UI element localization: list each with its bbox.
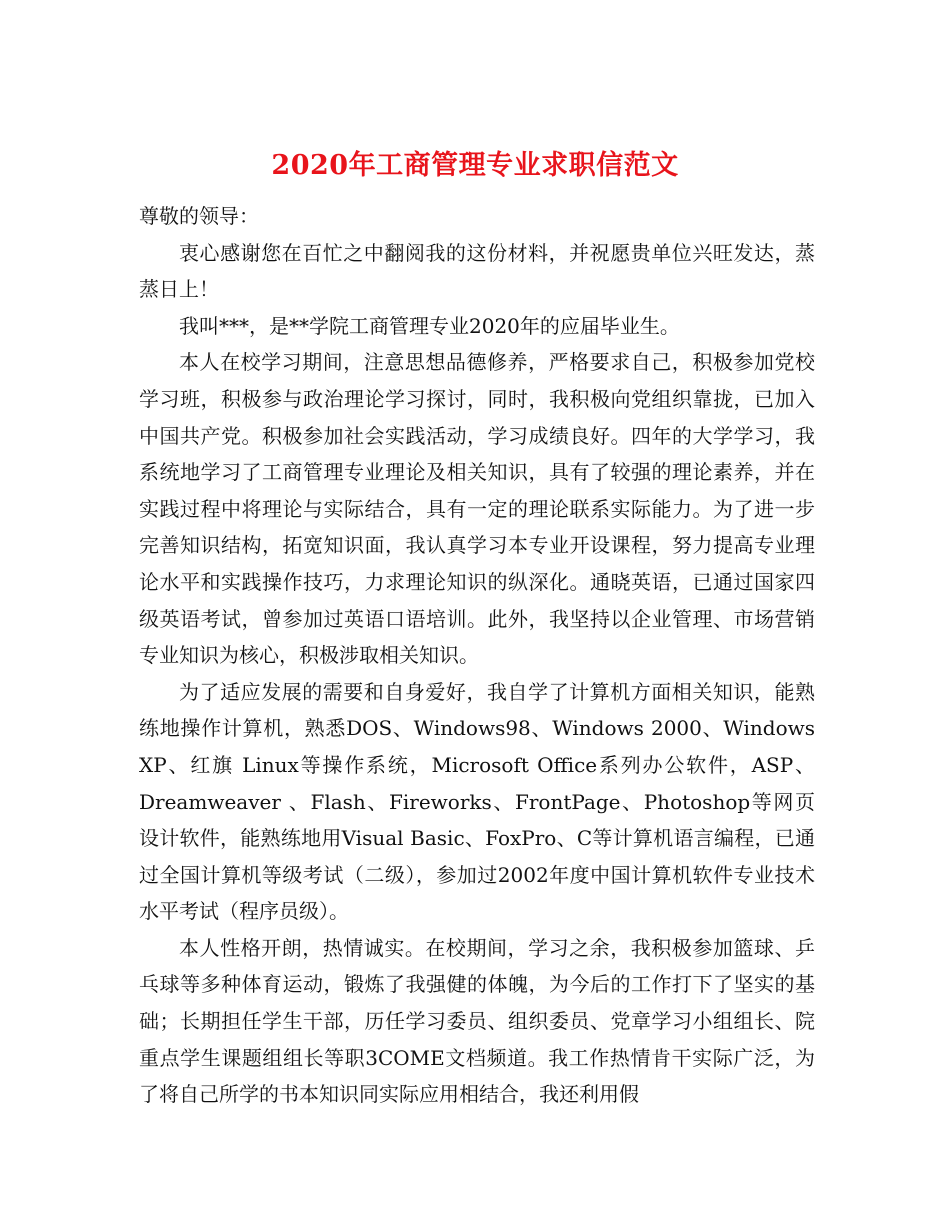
paragraph: 为了适应发展的需要和自身爱好，我自学了计算机方面相关知识，能熟练地操作计算机，熟悉DOS、Windows98、Windows 2000、Windows XP、红旗 Linux等操作系统，Microsoft Office系列办公软件，ASP、Dreamweaver 、Flash、Fireworks、FrontPage、Photoshop等网页设计软件，能熟练地用Visual Basic、FoxPro、C等计算机语言编程，已通过全国计算机等级考试（二级），参加过2002年度中国计算机软件专业技术水平考试（程序员级）。: [139, 679, 815, 924]
document-title: 2020年工商管理专业求职信范文: [271, 150, 679, 182]
document-body: [139, 198, 815, 1113]
salutation: 尊敬的领导：: [139, 204, 259, 228]
paragraph: 本人在校学习期间，注意思想品德修养，严格要求自己，积极参加党校学习班，积极参与政治理论学习探讨，同时，我积极向党组织靠拢，已加入中国共产党。积极参加社会实践活动，学习成绩良好。四年的大学学习，我系统地学习了工商管理专业理论及相关知识，具有了较强的理论素养，并在实践过程中将理论与实际结合，具有一定的理论联系实际能力。为了进一步完善知识结构，拓宽知识面，我认真学习本专业开设课程，努力提高专业理论水平和实践操作技巧，力求理论知识的纵深化。通晓英语，已通过国家四级英语考试，曾参加过英语口语培训。此外，我坚持以企业管理、市场营销专业知识为核心，积极涉取相关知识。: [139, 350, 815, 668]
paragraph: 本人性格开朗，热情诚实。在校期间，学习之余，我积极参加篮球、乒乓球等多种体育运动，锻炼了我强健的体魄，为今后的工作打下了坚实的基础；长期担任学生干部，历任学习委员、组织委员、党章学习小组组长、院重点学生课题组组长等职3COME文档频道。我工作热情肯干实际广泛，为了将自己所学的书本知识同实际应用相结合，我还利用假: [139, 935, 815, 1107]
paragraph: 我叫***，是**学院工商管理专业2020年的应届毕业生。: [179, 313, 680, 338]
paragraph: 衷心感谢您在百忙之中翻阅我的这份材料，并祝愿贵单位兴旺发达，蒸蒸日上！: [139, 240, 815, 302]
